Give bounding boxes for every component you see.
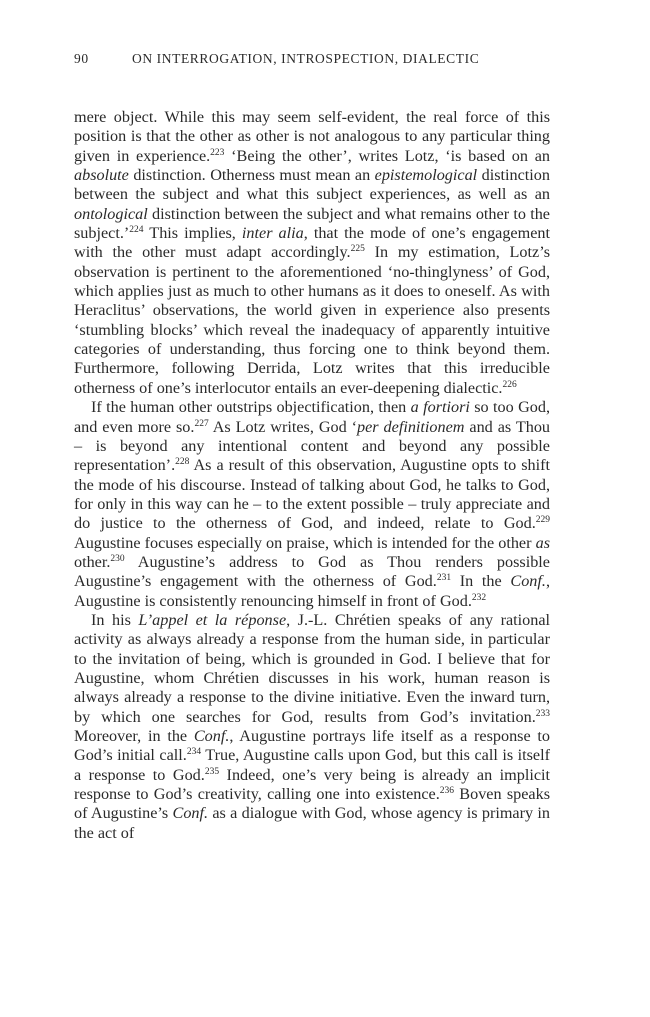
text-run: other.: [74, 552, 111, 571]
italic-text: Conf.: [172, 804, 209, 823]
text-run: This implies,: [143, 224, 242, 243]
text-run: True, Augustine calls upon God, but this call is itself a response to God.: [74, 746, 550, 784]
text-run: , J.-L. Chrétien speaks of any rational activity as always already a response from the human side, in particular to the invitation of being, which is grounded in God. I believe that for Augustine, whom Chrétien discusses in his work, human reason is always already a response to the divine initiative. Even the inward turn, by which one searches for God, results from God’s invitation.: [74, 610, 551, 726]
italic-text: Conf.: [193, 727, 230, 745]
text-run: Augustine’s address to God as Thou renders possible Augustine’s engagement with the otherness of God.: [74, 552, 550, 591]
running-header: [74, 51, 554, 67]
footnote-ref: 225: [350, 244, 365, 255]
footnote-ref: 227: [194, 418, 209, 429]
footnote-ref: 235: [204, 766, 220, 777]
text-run: mere object. While this may seem self-evident, the real force of this position is that the other as other is not analogous to any particular thing given in experience.: [74, 108, 550, 165]
running-title: ON INTERROGATION, INTROSPECTION, DIALECTIC: [132, 51, 480, 66]
footnote-ref: 233: [535, 708, 550, 719]
paragraph: [74, 398, 550, 611]
text-run: As Lotz writes, God ‘: [208, 417, 358, 436]
footnote-ref: 223: [210, 147, 225, 158]
footnote-ref: 232: [471, 592, 487, 603]
text-run: Augustine focuses especially on praise, which is intended for the other: [74, 533, 536, 552]
text-run: , Augustine portrays life itself as a response to God’s initial call.: [74, 727, 550, 765]
italic-text: per definitionem: [357, 417, 465, 436]
text-run: distinction between the subject and what remains other to the subject.’: [74, 204, 550, 243]
text-run: Moreover, in the: [74, 727, 194, 745]
italic-text: inter alia: [241, 224, 304, 243]
text-run: , that the mode of one’s engagement with the other must adapt accordingly.: [74, 224, 550, 262]
italic-text: ontological: [74, 204, 148, 223]
footnote-ref: 226: [502, 379, 517, 390]
text-run: If the human other outstrips objectification, then: [91, 398, 411, 417]
text-run: and as Thou – is beyond any intentional content and beyond any possible representation’.: [74, 417, 551, 475]
italic-text: absolute: [74, 166, 129, 185]
text-run: so too God, and even more so.: [74, 398, 551, 436]
page-number: 90: [74, 51, 89, 66]
text-run: In the: [451, 572, 511, 591]
footnote-ref: 236: [439, 786, 455, 797]
footnote-ref: 228: [175, 457, 190, 468]
footnote-ref: 230: [110, 553, 125, 564]
text-run: In my estimation, Lotz’s observation is pertinent to the aforementioned ‘no-thinglyness’ of God, which applies just as much to other humans as it does to oneself. As with Heraclitus’ observations, the world given in experience also presents ‘stumbling blocks’ which reveal the inadequacy of apparently intuitive categories of understanding, thus forcing one to think beyond them. Furthermore, following Derrida, Lotz writes that this irreducible otherness of one’s interlocutor entails an ever-deepening dialectic.: [74, 243, 550, 397]
text-run: as a dialogue with God, whose agency is primary in the act of: [74, 804, 550, 842]
footnote-ref: 224: [129, 225, 144, 236]
text-run: distinction. Otherness must mean an: [128, 166, 375, 185]
italic-text: Conf.: [510, 572, 546, 591]
footnote-ref: 234: [186, 747, 202, 758]
footnote-ref: 229: [535, 515, 550, 526]
italic-text: as: [535, 533, 550, 552]
text-run: Boven speaks of Augustine’s: [74, 785, 550, 823]
italic-text: L’appel et la réponse: [138, 610, 287, 629]
paragraph: [74, 611, 550, 843]
text-run: In his: [91, 610, 139, 629]
text-run: distinction between the subject and what this subject experiences, as well as an: [74, 166, 550, 204]
text-run: As a result of this observation, Augustine opts to shift the mode of his discourse. Instead of talking about God, he talks to God, for only in this way can he – to the extent possible – truly appreciate and do justice to the otherness of God, and indeed, relate to God.: [74, 456, 550, 533]
text-run: , Augustine is consistently renouncing himself in front of God.: [74, 572, 550, 610]
text-run: Indeed, one’s very being is already an implicit response to God’s creativity, calling one into existence.: [74, 765, 551, 804]
body-text: [74, 108, 550, 843]
footnote-ref: 231: [436, 573, 452, 584]
paragraph: [74, 108, 550, 398]
italic-text: epistemological: [374, 166, 478, 185]
text-run: ‘Being the other’, writes Lotz, ‘is based on an: [224, 146, 550, 165]
italic-text: a fortiori: [410, 398, 470, 417]
